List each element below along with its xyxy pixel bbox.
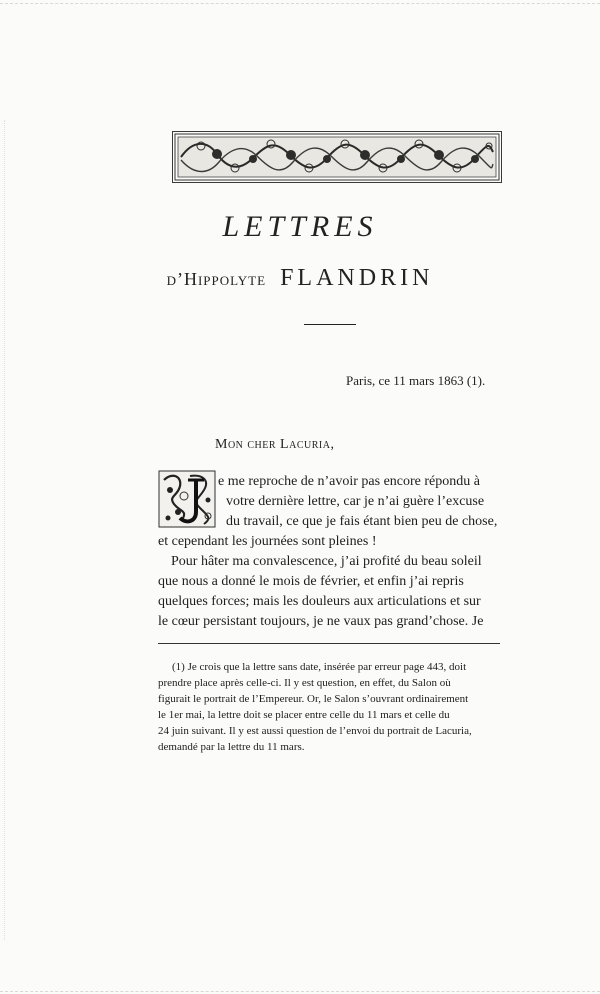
body-line-5: Pour hâter ma convalescence, j’ai profité du beau soleil [171,554,482,569]
letter-dateline: Paris, ce 11 mars 1863 (1). [346,373,486,388]
footnote-line-6: demandé par la lettre du 11 mars. [158,741,305,753]
floral-ornament-banner-icon [172,131,502,183]
book-subtitle [0,265,600,292]
footnote-line-2: prendre place après celle-ci. Il y est question, en effet, du Salon où [158,677,451,689]
body-line-7: quelques forces; mais les douleurs aux articulations et sur [158,594,481,609]
footnote-line-5: 24 juin suivant. Il y est aussi question de l’envoi du portrait de Lacuria, [158,725,472,737]
letter-salutation: Mon cher Lacuria, [215,437,335,452]
title-divider [304,324,356,325]
body-line-4: et cependant les journées sont pleines ! [158,534,377,549]
ornamental-initial-j-icon [158,470,216,528]
body-line-6: que nous a donné le mois de février, et enfin j’ai repris [158,574,464,589]
body-line-2: votre dernière lettre, car je n’ai guère l’excuse [226,494,485,509]
footnote-line-3: figurait le portrait de l’Empereur. Or, le Salon s’ouvrant ordinairement [158,693,469,705]
footnote-divider [158,643,500,644]
body-line-1: e me reproche de n’avoir pas encore répondu à [218,474,480,489]
body-line-3: du travail, ce que je fais étant bien peu de chose, [226,514,498,529]
scan-edge-bottom [0,991,600,992]
body-line-8: le cœur persistant toujours, je ne vaux pas grand’chose. Je [158,614,484,629]
scan-edge-top [0,3,600,4]
footnote-line-4: le 1er mai, la lettre doit se placer entre celle du 11 mars et celle du [158,709,450,721]
subtitle-prefix: d’Hippolyte [166,269,267,289]
subtitle-name: FLANDRIN [280,265,434,291]
footnote-line-1: (1) Je crois que la lettre sans date, insérée par erreur page 443, doit [172,661,467,673]
book-title: LETTRES [222,210,378,243]
